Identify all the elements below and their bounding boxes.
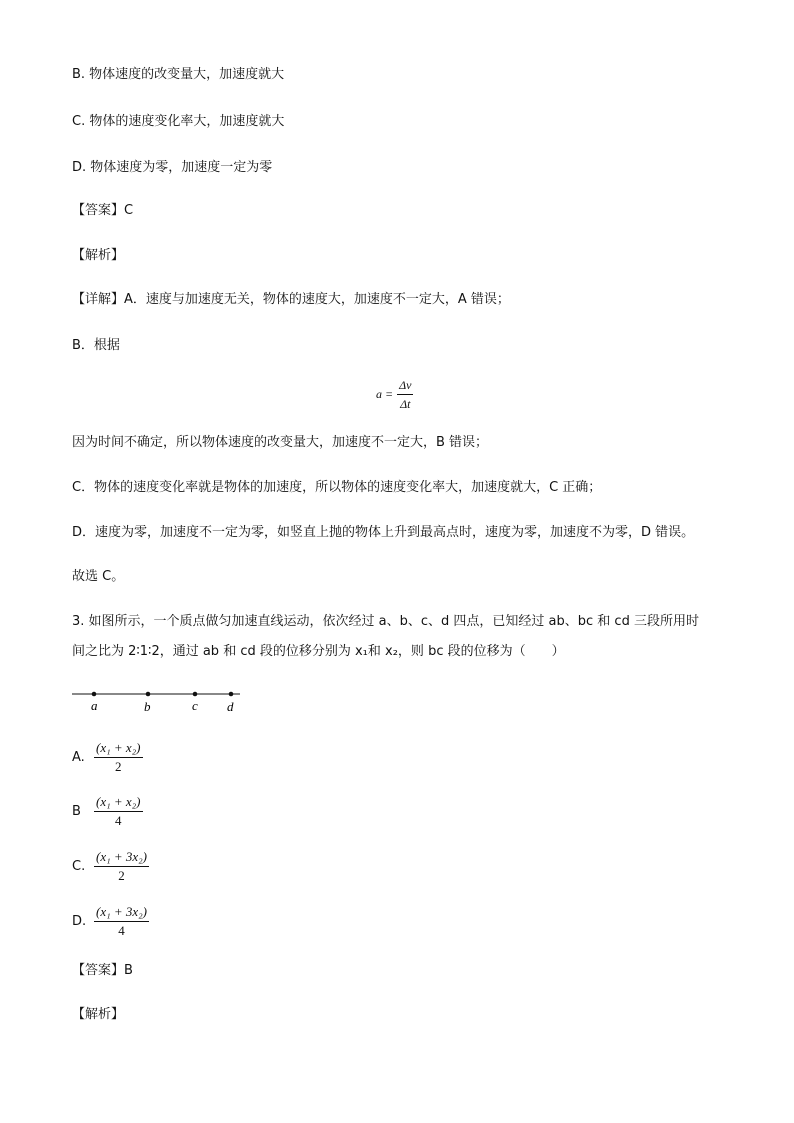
answer-label: 【答案】C bbox=[72, 203, 134, 218]
analysis-label: 【解析】 bbox=[72, 248, 125, 263]
question-3-line2: 间之比为 2∶1∶2，通过 ab 和 cd 段的位移分别为 x₁和 x₂，则 bc 段的位移为（ ） bbox=[72, 644, 565, 659]
q3-answer-label: 【答案】B bbox=[72, 963, 133, 978]
points-figure bbox=[72, 686, 252, 716]
point-b-label: b bbox=[144, 699, 151, 714]
detail-a: 【详解】A．速度与加速度无关，物体的速度大，加速度不一定大，A 错误； bbox=[72, 292, 510, 307]
acceleration-formula bbox=[376, 377, 413, 412]
q3-option-d-numerator: (x₁ + 3x₂) bbox=[94, 904, 149, 922]
q3-option-a-numerator: (x₁ + x₂) bbox=[94, 740, 143, 758]
q3-option-d-label: D. bbox=[72, 914, 87, 929]
q3-option-b-denominator: 4 bbox=[115, 813, 122, 828]
q3-option-b-label: B bbox=[72, 804, 81, 819]
q3-option-b bbox=[72, 794, 143, 829]
point-b bbox=[146, 692, 151, 697]
formula-lhs: a = bbox=[376, 387, 394, 401]
point-c-label: c bbox=[192, 698, 198, 713]
detail-c: C．物体的速度变化率就是物体的加速度，所以物体的速度变化率大，加速度就大，C 正确； bbox=[72, 480, 602, 495]
q3-option-a-denominator: 2 bbox=[115, 759, 122, 774]
point-a bbox=[92, 692, 97, 697]
q3-option-a-label: A. bbox=[72, 750, 85, 765]
option-c: C. 物体的速度变化率大，加速度就大 bbox=[72, 114, 285, 129]
detail-b: B．根据 bbox=[72, 338, 120, 353]
q3-option-a bbox=[72, 740, 143, 775]
q3-analysis-label: 【解析】 bbox=[72, 1007, 125, 1022]
option-b: B. 物体速度的改变量大，加速度就大 bbox=[72, 67, 285, 82]
q3-option-c bbox=[72, 849, 149, 884]
point-d bbox=[229, 692, 234, 697]
detail-b2: 因为时间不确定，所以物体速度的改变量大，加速度不一定大，B 错误； bbox=[72, 435, 489, 450]
q3-option-d-denominator: 4 bbox=[118, 923, 125, 938]
formula-numerator: Δv bbox=[397, 377, 413, 395]
option-d: D. 物体速度为零，加速度一定为零 bbox=[72, 160, 273, 175]
point-c bbox=[193, 692, 198, 697]
question-3-line1: 3. 如图所示，一个质点做匀加速直线运动，依次经过 a、b、c、d 四点，已知经过 ab、bc 和 cd 三段所用时 bbox=[72, 614, 699, 629]
q3-option-d bbox=[72, 904, 149, 939]
point-a-label: a bbox=[91, 698, 98, 713]
formula-denominator: Δt bbox=[400, 397, 411, 411]
q3-option-c-label: C. bbox=[72, 859, 86, 874]
point-d-label: d bbox=[227, 699, 234, 714]
conclusion: 故选 C。 bbox=[72, 569, 125, 584]
q3-option-b-numerator: (x₁ + x₂) bbox=[94, 794, 143, 812]
q3-option-c-denominator: 2 bbox=[118, 868, 125, 883]
q3-option-c-numerator: (x₁ + 3x₂) bbox=[94, 849, 149, 867]
detail-d: D．速度为零，加速度不一定为零，如竖直上抛的物体上升到最高点时，速度为零，加速度不为零，D 错误。 bbox=[72, 525, 695, 540]
